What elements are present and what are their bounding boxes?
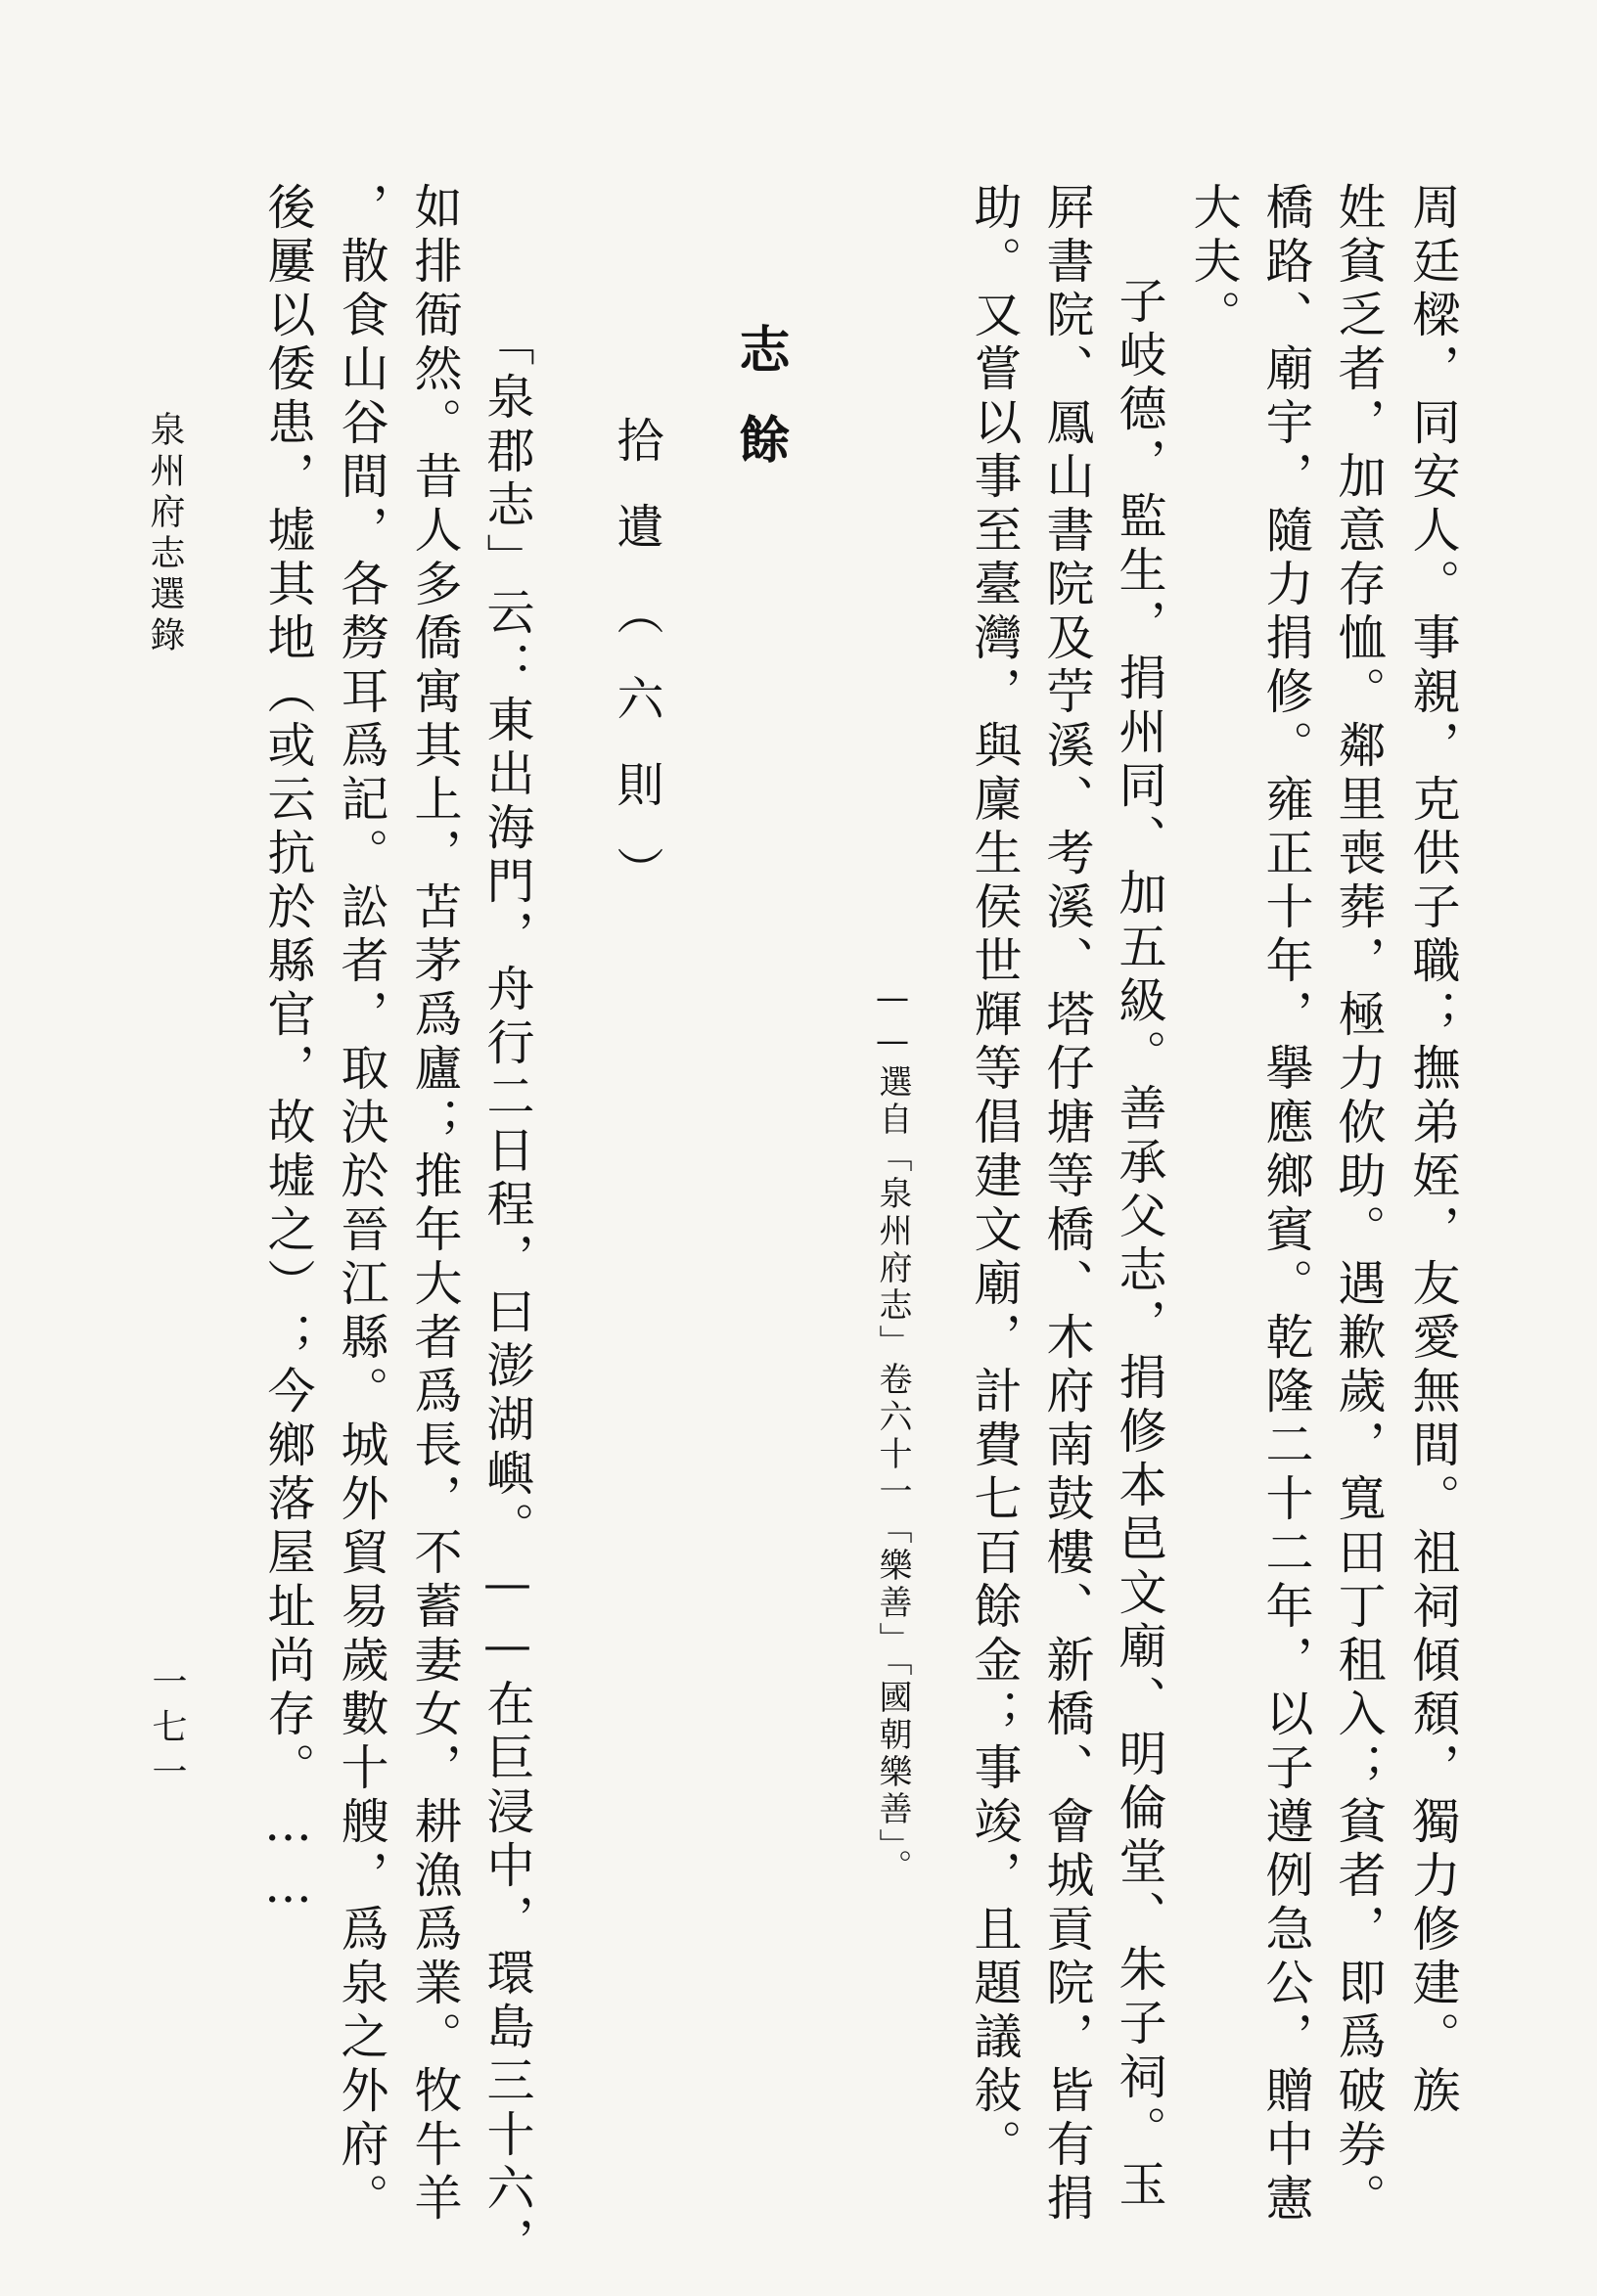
text-column-5: 子岐德，監生，捐州同、加五級。善承父志，捐修本邑文廟、明倫堂、朱子祠。玉 — [1112, 276, 1167, 2213]
section-subheading: 拾遺（六則） — [609, 416, 663, 932]
source-citation: ——選自「泉州府志」卷六十一「樂善」「國朝樂善」。 — [873, 978, 912, 1886]
text-column-10: ，散食山谷間，各剺耳爲記。訟者，取決於晉江縣。城外貿易歲數十艘，爲泉之外府。 — [334, 182, 389, 2227]
page-number: 一七一 — [147, 1663, 187, 1798]
text-column-9: 如排衙然。昔人多僑寓其上，苫茅爲廬；推年大者爲長，不蓄妻女，耕漁爲業。牧牛羊 — [407, 182, 463, 2227]
text-column-7: 助。又嘗以事至臺灣，與廩生侯世輝等倡建文廟，計費七百餘金；事竣，且題議敍。 — [967, 182, 1023, 2173]
section-heading: 志餘 — [730, 323, 790, 503]
text-column-1: 周廷樑，同安人。事親，克供子職；撫弟姪，友愛無間。祖祠傾頹，獨力修建。族 — [1405, 182, 1461, 2119]
text-column-11: 後屢以倭患，墟其地（或云抗於縣官，故墟之）；今鄉落屋址尚存。…… — [260, 182, 316, 1919]
running-title: 泉州府志選錄 — [145, 411, 185, 657]
text-column-6: 屛書院、鳳山書院及苧溪、考溪、塔仔塘等橋、木府南鼓樓、新橋、會城貢院，皆有捐 — [1039, 182, 1095, 2227]
text-column-3: 橋路、廟宇，隨力捐修。雍正十年，擧應鄉賓。乾隆二十二年，以子遵例急公，贈中憲 — [1258, 182, 1314, 2227]
text-column-8: 「泉郡志」云：東出海門，舟行二日程，曰澎湖嶼。——在巨浸中，環島三十六， — [479, 318, 535, 2271]
text-column-2: 姓貧乏者，加意存恤。鄰里喪葬，極力佽助。遇歉歲，寬田丁租入；貧者，即爲破券。 — [1331, 182, 1387, 2227]
text-column-4: 大夫。 — [1186, 182, 1242, 343]
